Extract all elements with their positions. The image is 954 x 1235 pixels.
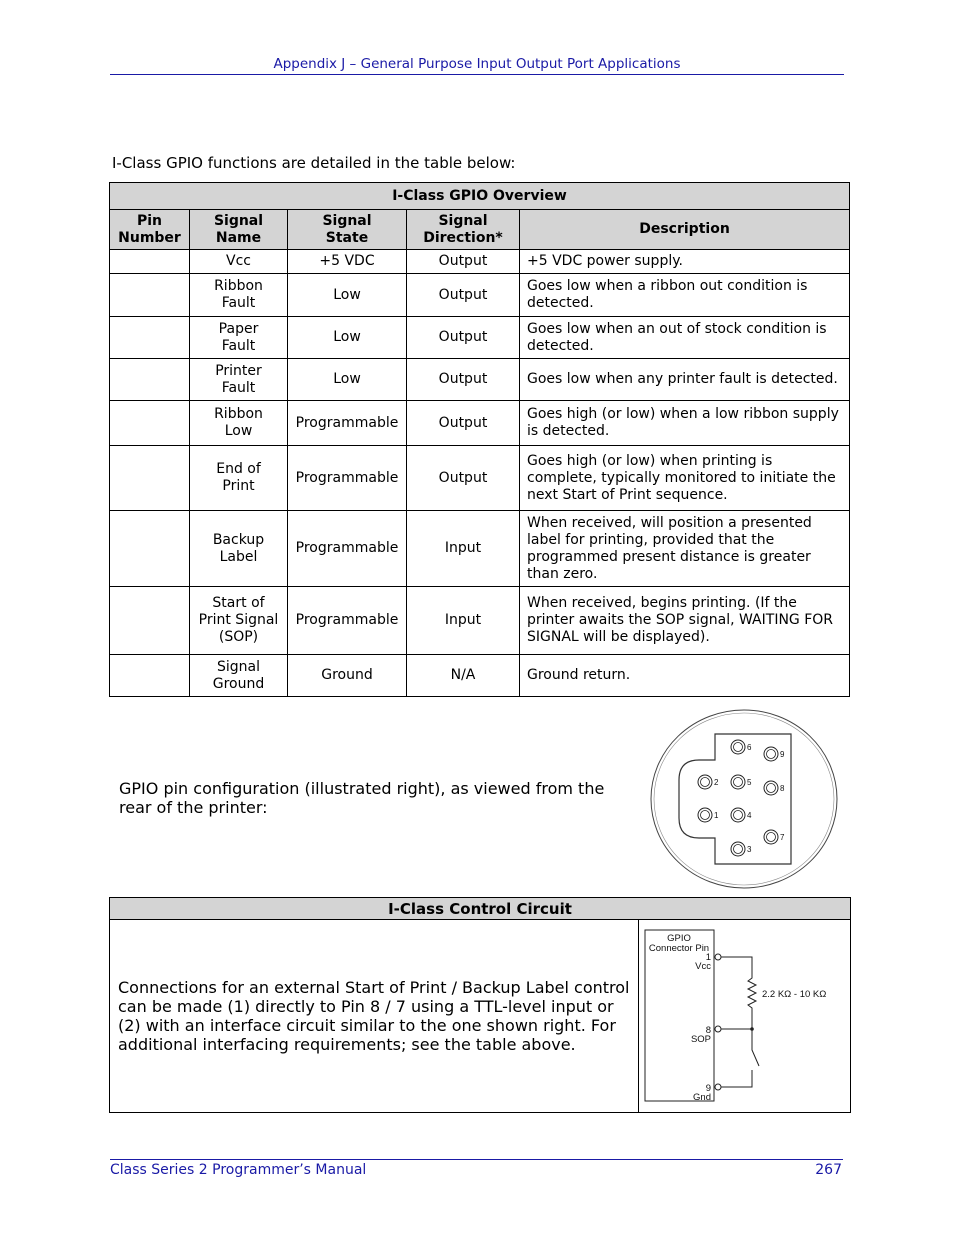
gpio-table-row: [110, 655, 850, 697]
gpio-table-row: [110, 446, 850, 511]
signal-state-cell: Low: [288, 359, 407, 401]
signal-state-cell: Programmable: [288, 446, 407, 511]
signal-name-cell: [190, 359, 288, 401]
col-header-signal-direction: Signal Direction*: [407, 210, 520, 250]
gpio-table-row: [110, 250, 850, 274]
signal-state-cell: Ground: [288, 655, 407, 697]
schematic-title-2: Connector Pin: [648, 943, 710, 954]
description-cell: When received, will position a presented label for printing, provided that the programmed present distance is greater than zero.: [520, 511, 850, 587]
signal-direction-cell: Output: [407, 401, 520, 446]
pin-number-cell: [110, 401, 190, 446]
signal-direction-cell: Output: [407, 250, 520, 274]
gpio-table-row: [110, 401, 850, 446]
signal-name-cell: [190, 446, 288, 511]
signal-direction-cell: Output: [407, 446, 520, 511]
description-cell: Goes low when an out of stock condition is detected.: [520, 317, 850, 359]
connector-pin-label: 5: [747, 778, 752, 787]
signal-name-cell: [190, 587, 288, 655]
signal-direction-cell: Output: [407, 317, 520, 359]
connector-pin-label: 3: [747, 845, 752, 854]
col-header-signal-name: Signal Name: [190, 210, 288, 250]
signal-direction-cell: N/A: [407, 655, 520, 697]
signal-state-cell: Low: [288, 317, 407, 359]
connector-pin-label: 7: [780, 833, 785, 842]
col-header-signal-state: Signal State: [288, 210, 407, 250]
gpio-overview-table: [109, 182, 850, 697]
description-cell: Ground return.: [520, 655, 850, 697]
signal-name-line: Backup: [212, 531, 265, 548]
schematic-title-1: GPIO: [667, 933, 691, 944]
pin-number-cell: [110, 511, 190, 587]
running-header: [110, 56, 844, 75]
page-number: 267: [815, 1162, 842, 1178]
col-header-description: Description: [520, 210, 850, 250]
connector-pin-label: 8: [780, 784, 785, 793]
signal-name-line: Ribbon: [214, 406, 263, 422]
description-cell: Goes high (or low) when printing is complete, typically monitored to initiate the next Start of Print sequence.: [520, 446, 850, 511]
signal-name-line: Vcc: [226, 253, 251, 269]
description-cell: Goes low when any printer fault is detected.: [520, 359, 850, 401]
control-circuit-text: Connections for an external Start of Print / Backup Label control can be made (1) directly to Pin 8 / 7 using a TTL-level input or (2) with an interface circuit similar to the one shown right. For additional interfacing requirements; see the table above.: [110, 920, 639, 1113]
signal-name-line: Fault: [221, 379, 256, 396]
connector-pin-label: 6: [747, 743, 752, 752]
signal-direction-cell: Input: [407, 511, 520, 587]
circuit-schematic: [639, 920, 849, 1108]
col-header-pin: Pin Number: [110, 210, 190, 250]
connector-pin-label: 9: [780, 750, 785, 759]
gpio-table-row: [110, 274, 850, 317]
signal-state-cell: Programmable: [288, 401, 407, 446]
pin-number-cell: [110, 274, 190, 317]
signal-name-line: Ground: [212, 675, 265, 692]
connector-diagram: [649, 708, 841, 890]
pin-number-cell: [110, 250, 190, 274]
gpio-table-caption: I-Class GPIO Overview: [110, 183, 850, 210]
signal-direction-cell: Output: [407, 274, 520, 317]
schematic-pin-gnd-label: Gnd: [693, 1092, 711, 1103]
signal-name-line: Fault: [221, 337, 256, 354]
description-cell: When received, begins printing. (If the printer awaits the SOP signal, WAITING FOR SIGNAL will be displayed).: [520, 587, 850, 655]
signal-name-line: Printer: [215, 362, 262, 379]
pin-config-text: GPIO pin configuration (illustrated right), as viewed from the rear of the printer:: [119, 779, 605, 817]
connector-pin-label: 2: [714, 778, 719, 787]
control-circuit-table: [109, 897, 851, 1113]
signal-name-line: Low: [224, 423, 253, 439]
running-footer: [110, 1159, 843, 1178]
signal-name-line: Label: [219, 548, 258, 565]
signal-name-cell: [190, 250, 288, 274]
pin-number-cell: [110, 359, 190, 401]
pin-number-cell: [110, 317, 190, 359]
signal-name-line: End of: [216, 461, 261, 477]
description-cell: Goes high (or low) when a low ribbon supply is detected.: [520, 401, 850, 446]
gpio-table-row: [110, 359, 850, 401]
signal-name-line: Ribbon: [214, 278, 263, 294]
gpio-table-row: [110, 587, 850, 655]
schematic-pin-vcc-label: Vcc: [695, 961, 711, 972]
signal-name-cell: [190, 274, 288, 317]
signal-name-cell: [190, 401, 288, 446]
pin-number-cell: [110, 655, 190, 697]
signal-direction-cell: Output: [407, 359, 520, 401]
pin-number-cell: [110, 446, 190, 511]
signal-name-line: (SOP): [218, 629, 259, 645]
signal-name-line: Print Signal: [198, 612, 279, 628]
signal-name-line: Fault: [221, 295, 256, 311]
schematic-pin-sop-label: SOP: [690, 1034, 711, 1045]
description-cell: Goes low when a ribbon out condition is detected.: [520, 274, 850, 317]
signal-direction-cell: Input: [407, 587, 520, 655]
signal-state-cell: Low: [288, 274, 407, 317]
signal-name-cell: [190, 511, 288, 587]
signal-state-cell: Programmable: [288, 587, 407, 655]
signal-state-cell: Programmable: [288, 511, 407, 587]
signal-name-line: Paper: [218, 320, 259, 337]
connector-pin-label: 1: [714, 811, 719, 820]
footer-manual-title: Class Series 2 Programmer’s Manual: [110, 1162, 367, 1178]
pin-number-cell: [110, 587, 190, 655]
schematic-pin-vcc-num: 1: [705, 952, 711, 963]
signal-state-cell: +5 VDC: [288, 250, 407, 274]
connector-pin-label: 4: [747, 811, 752, 820]
intro-text: I-Class GPIO functions are detailed in the table below:: [112, 154, 516, 172]
header-title: Appendix J – General Purpose Input Output Port Applications: [273, 56, 681, 72]
gpio-table-row: [110, 511, 850, 587]
description-cell: +5 VDC power supply.: [520, 250, 850, 274]
control-circuit-caption: I-Class Control Circuit: [110, 898, 851, 920]
control-circuit-figure-cell: [639, 920, 851, 1113]
gpio-table-row: [110, 317, 850, 359]
schematic-pin-gnd-num: 9: [705, 1083, 711, 1094]
signal-name-line: Start of: [212, 595, 265, 611]
signal-name-cell: [190, 655, 288, 697]
schematic-pin-sop-num: 8: [705, 1025, 711, 1036]
signal-name-line: Signal: [216, 658, 260, 675]
signal-name-line: Print: [222, 478, 255, 494]
signal-name-cell: [190, 317, 288, 359]
schematic-resistor-label: 2.2 KΩ - 10 KΩ: [762, 989, 827, 1000]
